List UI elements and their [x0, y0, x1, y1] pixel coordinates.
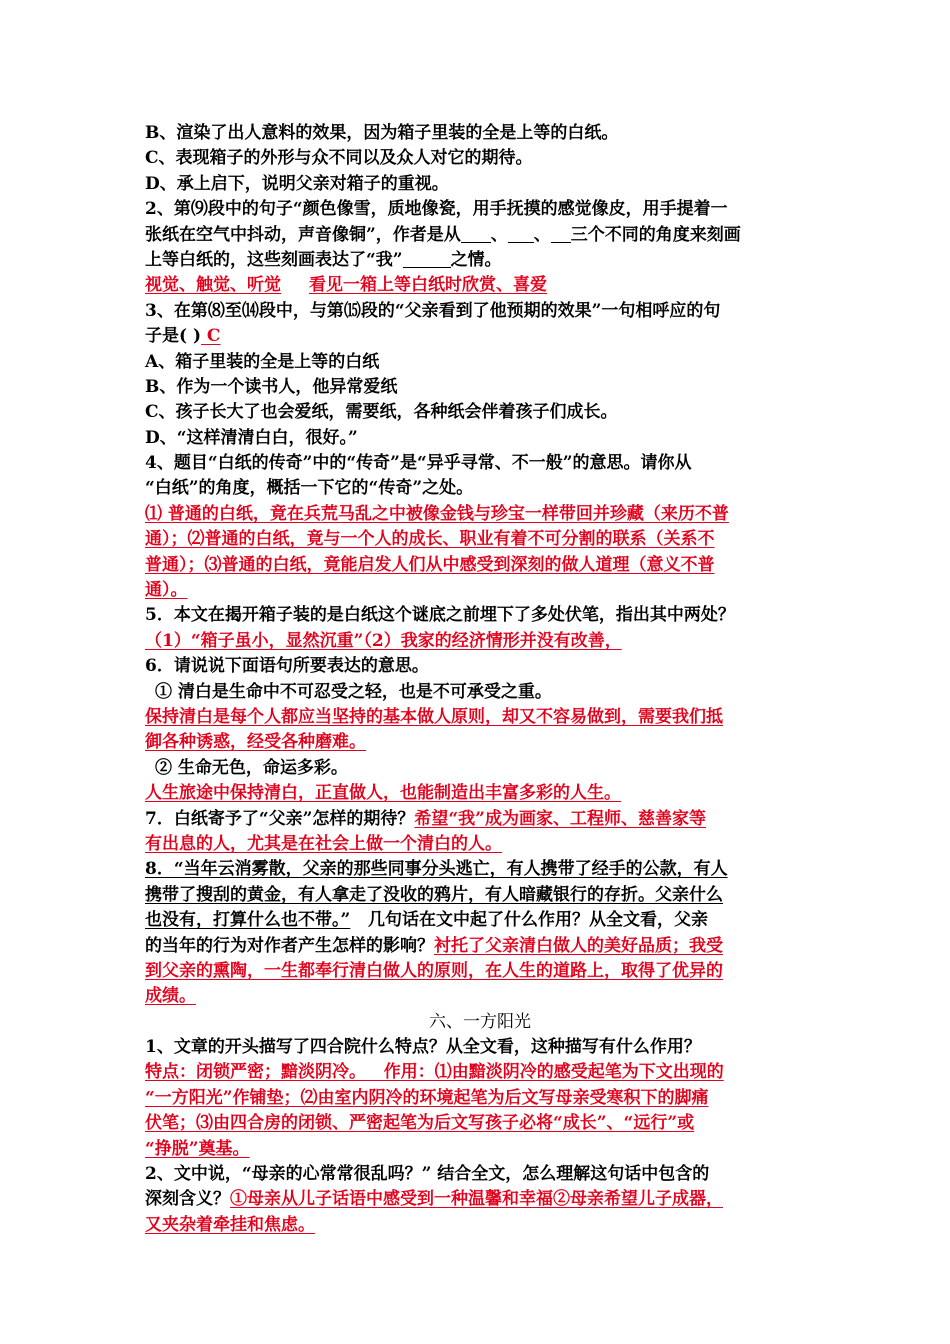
answer-2: 视觉、触觉、听觉 看见一箱上等白纸时欣赏、喜爱	[145, 275, 547, 296]
option-b-line: B、渲染了出人意料的效果，因为箱子里装的全是上等的白纸。	[145, 123, 619, 143]
option-c-line: C、表现箱子的外形与众不同以及众人对它的期待。	[145, 148, 533, 169]
question-8-quote: 8．“当年云消雾散，父亲的那些同事分头逃亡，有人携带了经手的公款，有人	[145, 859, 728, 880]
question-8-line: 也没有，打算什么也不带。” 几句话在文中起了什么作用？从全文看，父亲	[145, 910, 709, 931]
question-7-line: 7．白纸寄予了“父亲”怎样的期待？希望“我”成为画家、工程师、慈善家等	[145, 808, 706, 829]
section-heading: 六、一方阳光	[429, 1011, 531, 1032]
question-6-sub-1: ① 清白是生命中不可忍受之轻，也是不可承受之重。	[155, 681, 552, 702]
question-4-line: 4、题目“白纸的传奇”中的“传奇”是“异乎寻常、不一般”的意思。请你从	[145, 453, 692, 474]
section-question-2: 深刻含义？①母亲从儿子话语中感受到一种温馨和幸福②母亲希望儿子成器，	[145, 1189, 723, 1210]
question-2-line: 张纸在空气中抖动，声音像铜”，作者是从 、 、 三个不同的角度来刻画	[145, 224, 741, 245]
document-page	[145, 121, 815, 1238]
answer-blank	[403, 250, 451, 268]
answer-4: 普通）；⑶普通的白纸，竟能启发人们从中感受到深刻的做人道理（意义不普	[145, 554, 715, 575]
option-b-line: B、作为一个读书人，他异常爱纸	[145, 376, 398, 397]
answer-8: 到父亲的熏陶，一生都奉行清白做人的原则，在人生的道路上，取得了优异的	[145, 960, 723, 981]
question-3-line: 3、在第⑻至⒁段中，与第⒂段的“父亲看到了他预期的效果”一句相呼应的句	[145, 300, 721, 321]
section-question-2: 2、文中说，“母亲的心常常很乱吗？” 结合全文，怎么理解这句话中包含的	[145, 1164, 710, 1185]
option-a-line: A、箱子里装的全是上等的白纸	[145, 351, 380, 372]
option-d-line: D、“这样清清白白，很好。”	[145, 427, 358, 448]
answer-blank	[461, 225, 491, 243]
section-answer-1: “挣脱”奠基。	[145, 1138, 250, 1159]
answer-3: C	[201, 326, 221, 347]
question-5-line: 5．本文在揭开箱子装的是白纸这个谜底之前埋下了多处伏笔，指出其中两处？	[145, 605, 735, 626]
question-8-line: 的当年的行为对作者产生怎样的影响？衬托了父亲清白做人的美好品质；我受	[145, 935, 723, 956]
section-answer-1: 伏笔；⑶由四合房的闭锁、严密起笔为后文写孩子必将“成长”、“远行”或	[145, 1113, 695, 1134]
section-answer-1: 特点：闭锁严密；黯淡阴冷。 作用：⑴由黯淡阴冷的感受起笔为下文出现的	[145, 1062, 724, 1083]
section-answer-2: ①母亲从儿子话语中感受到一种温馨和幸福②母亲希望儿子成器，	[230, 1189, 723, 1210]
question-6-line: 6．请说说下面语句所要表达的意思。	[145, 656, 429, 677]
answer-7: 希望“我”成为画家、工程师、慈善家等	[414, 808, 706, 829]
section-answer-2: 又夹杂着牵挂和焦虑。	[145, 1214, 315, 1235]
answer-5: （1）“箱子虽小，显然沉重”（2）我家的经济情形并没有改善，	[145, 630, 622, 651]
answer-blank	[508, 225, 534, 243]
question-3-line: 子是( ) C	[145, 326, 221, 347]
section-question-1: 1、文章的开头描写了四合院什么特点？从全文看，这种描写有什么作用？	[145, 1037, 701, 1058]
answer-4: 通）。	[145, 580, 188, 601]
option-c-line: C、孩子长大了也会爱纸，需要纸，各种纸会伴着孩子们成长。	[145, 402, 618, 423]
section-answer-1: “一方阳光”作铺垫；⑵由室内阴冷的环境起笔为后文写母亲受寒积下的脚痛	[145, 1087, 709, 1108]
question-6-sub-2: ② 生命无色，命运多彩。	[155, 757, 348, 778]
answer-8: 成绩。	[145, 986, 196, 1007]
answer-blank	[551, 225, 571, 243]
answer-8: 衬托了父亲清白做人的美好品质；我受	[434, 935, 723, 956]
question-8-quote: 携带了搜刮的黄金，有人拿走了没收的鸦片，有人暗藏银行的存折。父亲什么	[145, 884, 723, 905]
answer-6-1: 保持清白是每个人都应当坚持的基本做人原则，却又不容易做到，需要我们抵	[145, 706, 723, 727]
answer-6-2: 人生旅途中保持清白，正直做人，也能制造出丰富多彩的人生。	[145, 783, 621, 804]
question-2-line: 2、第⑼段中的句子“颜色像雪，质地像瓷，用手抚摸的感觉像皮，用手提着一	[145, 199, 728, 220]
answer-4: ⑴ 普通的白纸，竟在兵荒马乱之中被像金钱与珍宝一样带回并珍藏（来历不普	[145, 503, 729, 524]
answer-4: 通）；⑵普通的白纸，竟与一个人的成长、职业有着不可分割的联系（关系不	[145, 529, 715, 550]
question-2-line: 上等白纸的，这些刻画表达了“我” 之情。	[145, 249, 502, 270]
question-4-line: “白纸”的角度，概括一下它的“传奇”之处。	[145, 478, 474, 499]
answer-7: 有出息的人，尤其是在社会上做一个清白的人。	[145, 833, 502, 854]
answer-6-1: 御各种诱惑，经受各种磨难。	[145, 732, 366, 753]
option-d-line: D、承上启下，说明父亲对箱子的重视。	[145, 173, 449, 194]
